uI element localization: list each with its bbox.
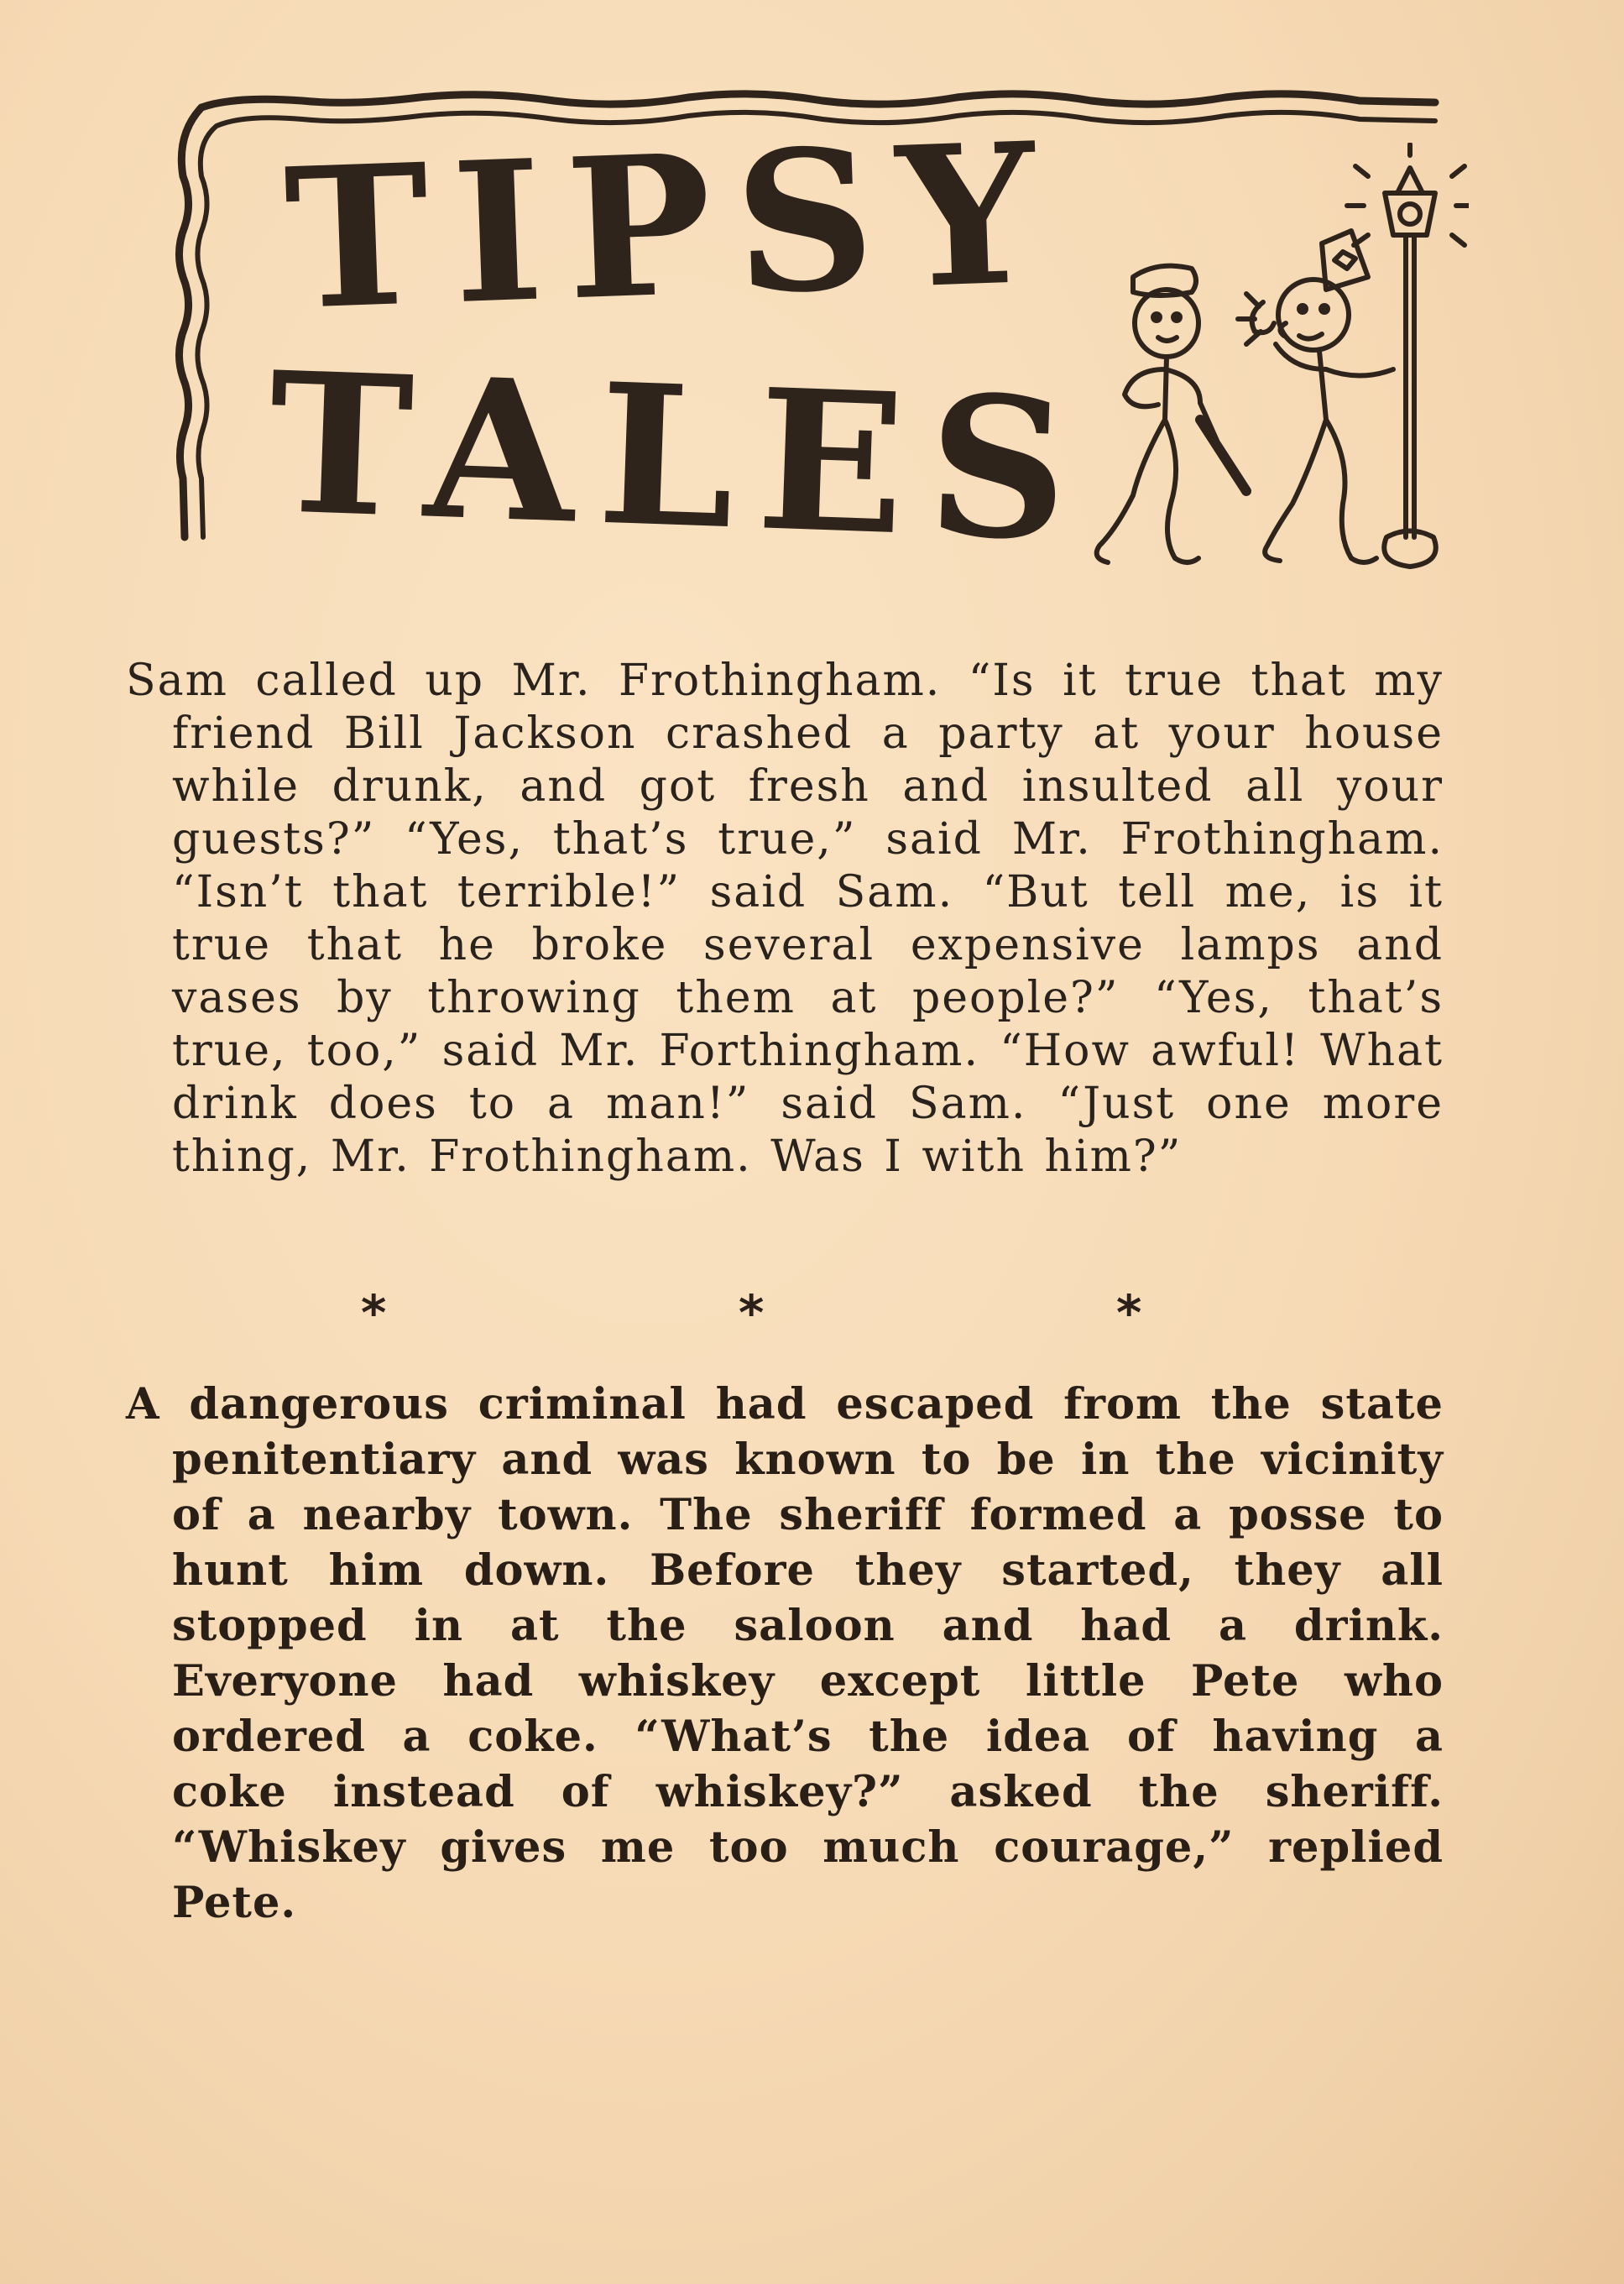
policeman-and-drunk-illustration [1074, 143, 1469, 613]
asterisk-2: * [739, 1284, 765, 1341]
separator-asterisks [0, 1284, 1624, 1368]
asterisk-1: * [361, 1284, 387, 1341]
title-tales: TALES [264, 329, 1095, 586]
title-tipsy: TIPSY [281, 99, 1063, 354]
joke-1-text: Sam called up Mr. Frothingham. “Is it true that my friend Bill Jackson crashed a party at your house while drunk, and got fresh and insulted all your guests?” “Yes, that’s true,” said Mr. Frothingham. “Isn’t that terrible!” said Sam. “But tell me, is it true that he broke several expensive lamps and vases by throwing them at people?” “Yes, that’s true, too,” said Mr. Forthingham. “How awful! What drink does to a man!” said Sam. “Just one more thing, Mr. Frothingham. Was I with him?” [126, 656, 1444, 1182]
joke-2-text: A dangerous criminal had escaped from the state penitentiary and was known to be in the vicinity of a nearby town. The sheriff formed a posse to hunt him down. Before they started, they all stopped in at the saloon and had a drink. Everyone had whiskey except little Pete who ordered a coke. “What’s the idea of having a coke instead of whiskey?” asked the sheriff. “Whiskey gives me too much courage,” replied Pete. [126, 1379, 1444, 1928]
header [168, 84, 1444, 588]
joke-2 [126, 1377, 1444, 1931]
asterisk-3: * [1116, 1284, 1142, 1341]
joke-1 [126, 655, 1444, 1184]
